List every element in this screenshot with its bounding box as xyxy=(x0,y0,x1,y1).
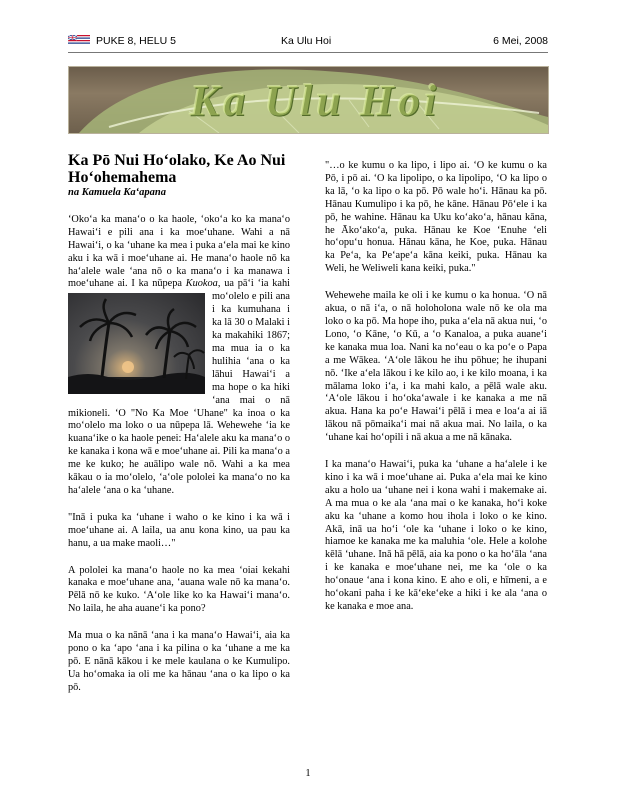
article-column-right xyxy=(325,160,547,628)
article-title: Ka Pō Nui Hoʻolako, Ke Ao Nui Hoʻohemahema xyxy=(68,152,286,186)
paragraph: "Inā i puka ka ʻuhane i waho o ke kino i ka wā i moeʻuhane ai. A laila, ua anu kona kino, ua pau ka hanu, a ua make maoli…" xyxy=(68,511,290,549)
paragraph: A pololei ka manaʻo haole no ka mea ʻoiai kekahi kanaka e moeʻuhane ana, ʻauana wale nō ka manaʻo. Pēlā nō ke kuko. ʻAʻole like ko ka Hawaiʻi manaʻo. No laila, he aha auaneʻi ka pono? xyxy=(68,564,290,615)
paragraph: I ka manaʻo Hawaiʻi, puka ka ʻuhane a haʻalele i ke kino i ka wā i moeʻuhane ai. Puka aʻela mai ke kino aku a holo ua ʻuhane nei i kona wahi i makemake ai. A ma mua o ke ala ʻana mai o ke kanaka, hoʻi koke aku ka ʻuhane a komo hou ihola i loko o ke kino. Akā, inā ua hoʻi ʻole ka ʻuhane i loko o ke kino, hiamoe ke kanaka me ka maluhia ʻole. Hele a kolohe kēlā ʻuhane. Inā hā pēlā, aia ka pono o ka hoʻāla ʻana i ke kanaka e moeʻuhane nei, me ka ʻole o ka hoʻonaue ʻana i kona kino. E aho e oli, e hīmeni, a e hoʻokani paha i ke kāʻekeʻeke a hiki i ke ala ʻana o ke kanaka e moe ana. xyxy=(325,459,547,612)
masthead-banner xyxy=(68,66,549,134)
paragraph: "…o ke kumu o ka lipo, i lipo ai. ʻO ke kumu o ka Pō, i pō ai. ʻO ka lipolipo, o ka lipolipo, ʻO ka lipo o ka lā, ʻo ka lipo o ka pō. Pō wale hoʻi. Hānau ka pō. Hānau Kumulipo i ka pō, he kāne. Hānau Pōʻele i ka pō, he wahine. Hānau ka Uku koʻakoʻa, hānau kāna, he Ākoʻakoʻa, puka. Hānau ke Koe ʻEnuhe ʻeli hoʻopuʻu honua. Hānau kāna, he Koe, puka. Hānau ka Peʻa, ka Peʻapeʻa kāna keiki, puka. Hānau ka Weli, he Weliweli kana keiki, puka." xyxy=(325,160,547,275)
article-byline: na Kamuela Kaʻapana xyxy=(68,187,167,198)
paragraph: Wehewehe maila ke oli i ke kumu o ka honua. ʻO nā akua, o nā iʻa, o nā holoholona wale nō ke ola ma loko o ka pō. Ma hope iho, puka aʻela nā akua nui, ʻo Lono, ʻo Kāne, ʻo Kū, a ʻo Kanaloa, a puka auaneʻi ke kanaka mua loa. Nani ka noʻeau o ka poʻe o Papa a me Wākea. ʻAʻole lākou he ihu pōhue; he ihupani nō. ʻIke aʻela lākou i ke kilo ao, i ke kilo moana, i ka mālama loko iʻa, i ka mahi kalo, a pēlā wale aku. ʻAʻole lākou i hoʻokaʻawale i ke kanaka a me nā akua. Hana ka poʻe Hawaiʻi pēlā i mea e loaʻa ai iā lākou nā pōmaikaʻi mai nā akua mai. No laila, o ka ʻuhane kai hoʻopili i nā akua a me nā kānaka. xyxy=(325,290,547,444)
page-header xyxy=(68,30,548,53)
sunset-palm-photo xyxy=(68,293,205,394)
page-number: 1 xyxy=(305,768,311,779)
issue-number: PUKE 8, HELU 5 xyxy=(96,35,176,47)
issue-date: 6 Mei, 2008 xyxy=(493,35,548,47)
paragraph: ʻOkoʻa ka manaʻo o ka haole, ʻokoʻa ko ka manaʻo Hawaiʻi e pili ana i ka moeʻuhane. Wahi a nā Hawaiʻi, o ka ʻuhane ka mea i puka aʻela mai ke kino aku i ka wā i moeʻuhane ai. He manaʻo haole nō ka haʻalele wale ʻana nō o ka manaʻo i ka manawa i moeʻuhane ai. I ka nūpepa Kuokoa , ua pāʻi ʻia kahi moʻolelo e pili ana i ka kumuhana i ka lā 30 o Malaki i ka makahiki 1867; ma mua ia o ka hulihia ʻana o ka lāhui Hawaiʻi a ma hope o ka hiki ʻana mai o nā mikioneli. ʻO "No Ka Moe ʻUhane" ka inoa o ka moʻolelo ma loko o ua nūpepa lā. Wehewehe ʻia ke kuanaʻike o ka haole penei: Haʻalele aku ka manaʻo o ke kanaka i kona wā e moeʻuhane ai. Pili ka manaʻo a me ke kuko; he auālipo wale nō. Wahi a ka mea kākau o ia moʻolelo, ʻaʻole pololei ka manaʻo no ka haʻalele ʻana o ka ʻuhane. xyxy=(68,213,290,496)
hawaii-flag-icon xyxy=(68,35,90,45)
newsletter-name: Ka Ulu Hoi xyxy=(281,35,332,47)
article-column-left xyxy=(68,152,290,709)
paragraph: Ma mua o ka nānā ʻana i ka manaʻo Hawaiʻi, aia ka pono o ka ʻapo ʻana i ka pilina o ka ʻuhane a me ka pō. E nānā kākou i ke mele kaulana o ke Kumulipo. Ua hoʻomaka ia oli me ka hānau ʻana o ka lipo o ka pō. xyxy=(68,630,290,693)
masthead-title: Ka Ulu Hoi xyxy=(189,76,441,125)
newspaper-name: Kuokoa xyxy=(185,278,218,290)
